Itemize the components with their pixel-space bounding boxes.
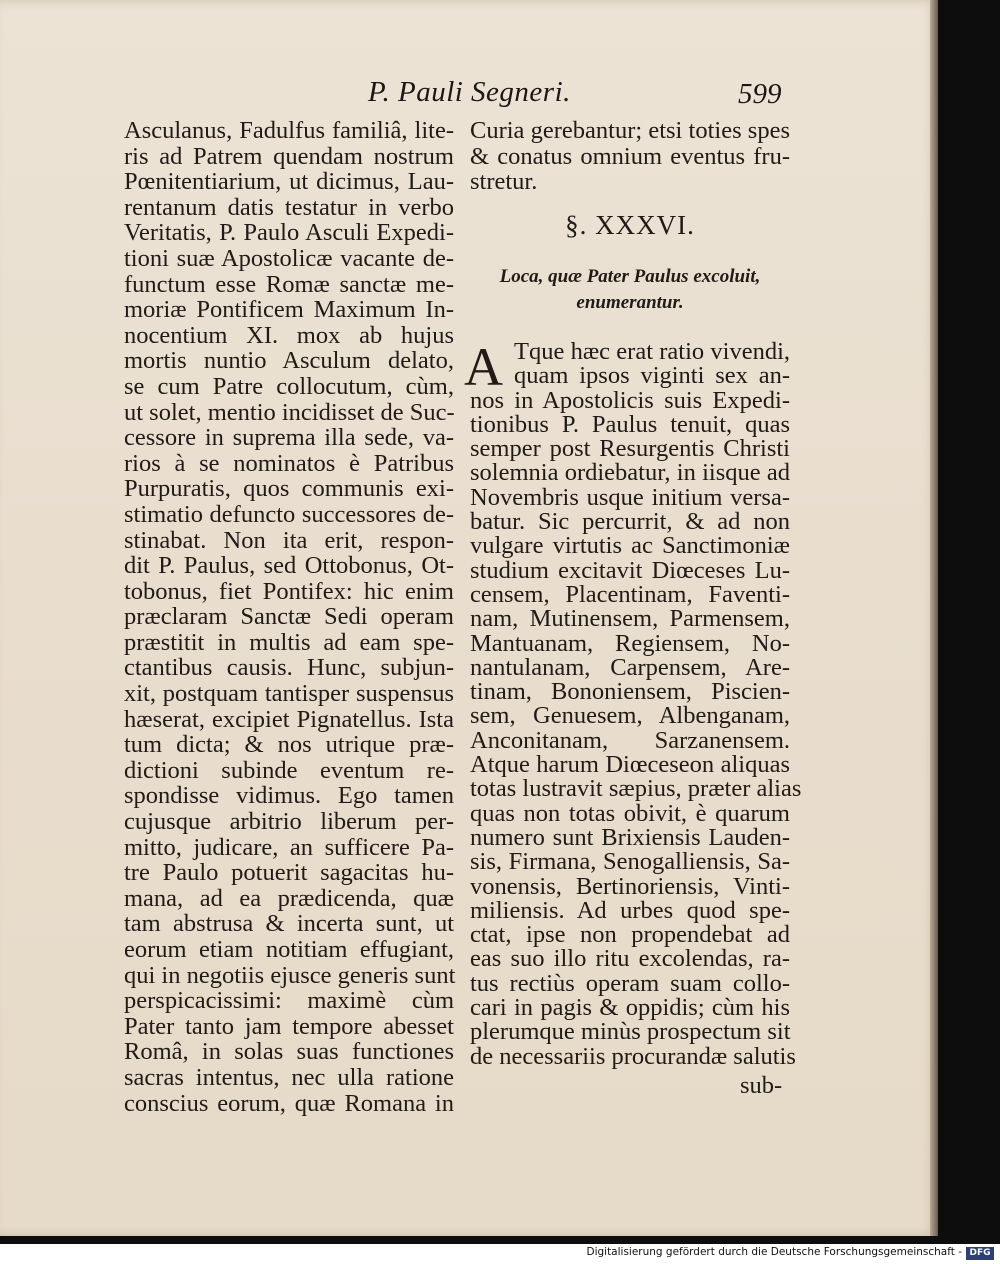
text-line: xit, postquam tantisper suspensus bbox=[124, 680, 454, 708]
text-line: ris ad Patrem quendam nostrum bbox=[124, 142, 454, 170]
text-line: hæserat, excipiet Pignatellus. Ista bbox=[124, 705, 454, 733]
text-line: stimatio defuncto successores de- bbox=[124, 500, 454, 528]
text-line: sem, Genuesem, Albenganam, bbox=[470, 702, 790, 730]
text-line: spondisse vidimus. Ego tamen bbox=[124, 782, 454, 810]
text-line: stretur. bbox=[470, 168, 538, 196]
text-line: tinam, Bononiensem, Piscien- bbox=[470, 678, 790, 706]
text-line: cessore in suprema illa sede, va- bbox=[124, 424, 454, 452]
text-line: tum dicta; & nos utrique præ- bbox=[124, 731, 454, 759]
text-line: vulgare virtutis ac Sanctimoniæ bbox=[470, 532, 790, 560]
text-line: quam ipsos viginti sex an- bbox=[514, 362, 790, 390]
text-line: sis, Firmana, Senogalliensis, Sa- bbox=[470, 848, 790, 876]
text-line: præclaram Sanctæ Sedi operam bbox=[124, 603, 454, 631]
text-line: batur. Sic percurrit, & ad non bbox=[470, 508, 790, 536]
page-number: 599 bbox=[738, 78, 782, 110]
text-line: stinabat. Non ita erit, respon- bbox=[124, 526, 454, 554]
text-line: cujusque arbitrio liberum per- bbox=[124, 808, 454, 836]
text-line: perspicacissimi: maximè cùm bbox=[124, 987, 454, 1015]
text-line: tionibus P. Paulus tenuit, quas bbox=[470, 410, 790, 438]
text-line: censem, Placentinam, Faventi- bbox=[470, 580, 790, 608]
text-line: qui in negotiis ejusce generis sunt bbox=[124, 961, 456, 989]
text-line: tam abstrusa & incerta sunt, ut bbox=[124, 910, 454, 938]
text-line: Mantuanam, Regiensem, No- bbox=[470, 629, 790, 657]
text-line: quas non totas obivit, è quarum bbox=[470, 799, 790, 827]
text-line: se cum Patre collocutum, cùm, bbox=[124, 372, 454, 400]
text-line: eas suo illo ritu excolendas, ra- bbox=[470, 945, 790, 973]
text-line: vonensis, Bertinoriensis, Vinti- bbox=[470, 872, 790, 900]
text-line: nos in Apostolicis suis Expedi- bbox=[470, 386, 790, 414]
footer-credit: Digitalisierung gefördert durch die Deutsche Forschungsgemeinschaft - bbox=[586, 1246, 962, 1258]
text-line: nantulanam, Carpensem, Are- bbox=[470, 653, 790, 681]
text-line: ut solet, mentio incidisset de Suc- bbox=[124, 398, 455, 426]
text-line: mitto, judicare, an sufficere Pa- bbox=[124, 833, 454, 861]
text-line: Asculanus, Fadulfus familiâ, lite- bbox=[124, 117, 454, 144]
text-line: tre Paulo potuerit sagacitas hu- bbox=[124, 859, 454, 887]
text-line: conscius eorum, quæ Romana in bbox=[124, 1089, 454, 1117]
right-column-continuation bbox=[470, 118, 790, 195]
text-line: Tque hæc erat ratio vivendi, bbox=[514, 338, 790, 365]
right-column-body bbox=[464, 337, 802, 1070]
text-line: Atque harum Diœceseon aliquas bbox=[470, 751, 790, 779]
text-line: mortis nuntio Asculum delato, bbox=[124, 347, 454, 375]
text-line: rentanum datis testatur in verbo bbox=[124, 193, 454, 221]
text-line: dictioni subinde eventum re- bbox=[124, 756, 454, 784]
catchword: sub- bbox=[740, 1072, 783, 1099]
text-line: Anconitanam, Sarzanensem. bbox=[470, 726, 790, 754]
text-line: ctat, ipse non propendebat ad bbox=[470, 921, 790, 949]
digitization-footer bbox=[0, 1244, 1000, 1264]
subtitle-line-2: enumerantur. bbox=[576, 292, 684, 313]
subtitle-line-1: Loca, quæ Pater Paulus excoluit, bbox=[499, 266, 761, 287]
running-title: P. Pauli Segneri. bbox=[368, 76, 571, 108]
text-line: totas lustravit sæpius, præter alias bbox=[470, 775, 802, 803]
text-line: numero sunt Brixiensis Lauden- bbox=[470, 823, 790, 851]
text-line: mana, ad ea prædicenda, quæ bbox=[124, 884, 454, 912]
left-column bbox=[124, 118, 454, 1116]
dfg-logo: DFG bbox=[966, 1247, 994, 1260]
text-line: semper post Resurgentis Christi bbox=[470, 435, 790, 463]
text-line: moriæ Pontificem Maximum In- bbox=[124, 296, 454, 324]
text-line: Veritatis, P. Paulo Asculi Expedi- bbox=[124, 219, 454, 247]
section-subtitle bbox=[470, 264, 790, 316]
text-line: Pœnitentiarium, ut dicimus, Lau- bbox=[124, 168, 454, 196]
text-line: Pater tanto jam tempore abesset bbox=[124, 1012, 454, 1040]
drop-cap: A bbox=[464, 337, 503, 397]
text-line: & conatus omnium eventus fru- bbox=[470, 142, 790, 170]
text-line: rios à se nominatos è Patribus bbox=[124, 449, 454, 477]
text-line: Novembris usque initium versa- bbox=[470, 483, 790, 511]
text-line: nocentium XI. mox ab hujus bbox=[124, 321, 454, 349]
text-line: eorum etiam notitiam effugiant, bbox=[124, 936, 454, 963]
text-line: tus rectiùs operam suam collo- bbox=[470, 969, 790, 997]
section-title: §. XXXVI. bbox=[565, 210, 695, 240]
text-line: plerumque minùs prospectum sit bbox=[470, 1018, 791, 1046]
page-header bbox=[0, 76, 938, 116]
text-line: tobonus, fiet Pontifex: hic enim bbox=[124, 577, 454, 605]
text-line: sacras intentus, nec ulla ratione bbox=[124, 1063, 454, 1091]
text-line: solemnia ordiebatur, in iisque ad bbox=[470, 459, 790, 487]
text-line: Româ, in solas suas functiones bbox=[124, 1038, 454, 1066]
text-line: cari in pagis & oppidis; cùm his bbox=[470, 994, 790, 1022]
text-line: functum esse Romæ sanctæ me- bbox=[124, 270, 454, 298]
text-line: de necessariis procurandæ salutis bbox=[470, 1042, 796, 1070]
text-line: dit P. Paulus, sed Ottobonus, Ot- bbox=[124, 552, 454, 580]
text-line: Curia gerebantur; etsi toties spes bbox=[470, 117, 790, 144]
text-line: tioni suæ Apostolicæ vacante de- bbox=[124, 244, 454, 272]
text-line: miliensis. Ad urbes quod spe- bbox=[470, 896, 790, 924]
text-line: præstitit in multis ad eam spe- bbox=[124, 628, 454, 656]
page-edge bbox=[930, 0, 938, 1236]
text-line: studium excitavit Diœceses Lu- bbox=[470, 556, 790, 584]
text-line: nam, Mutinensem, Parmensem, bbox=[470, 605, 790, 633]
text-line: Purpuratis, quos communis exi- bbox=[124, 475, 454, 503]
text-line: ctantibus causis. Hunc, subjun- bbox=[124, 654, 454, 682]
